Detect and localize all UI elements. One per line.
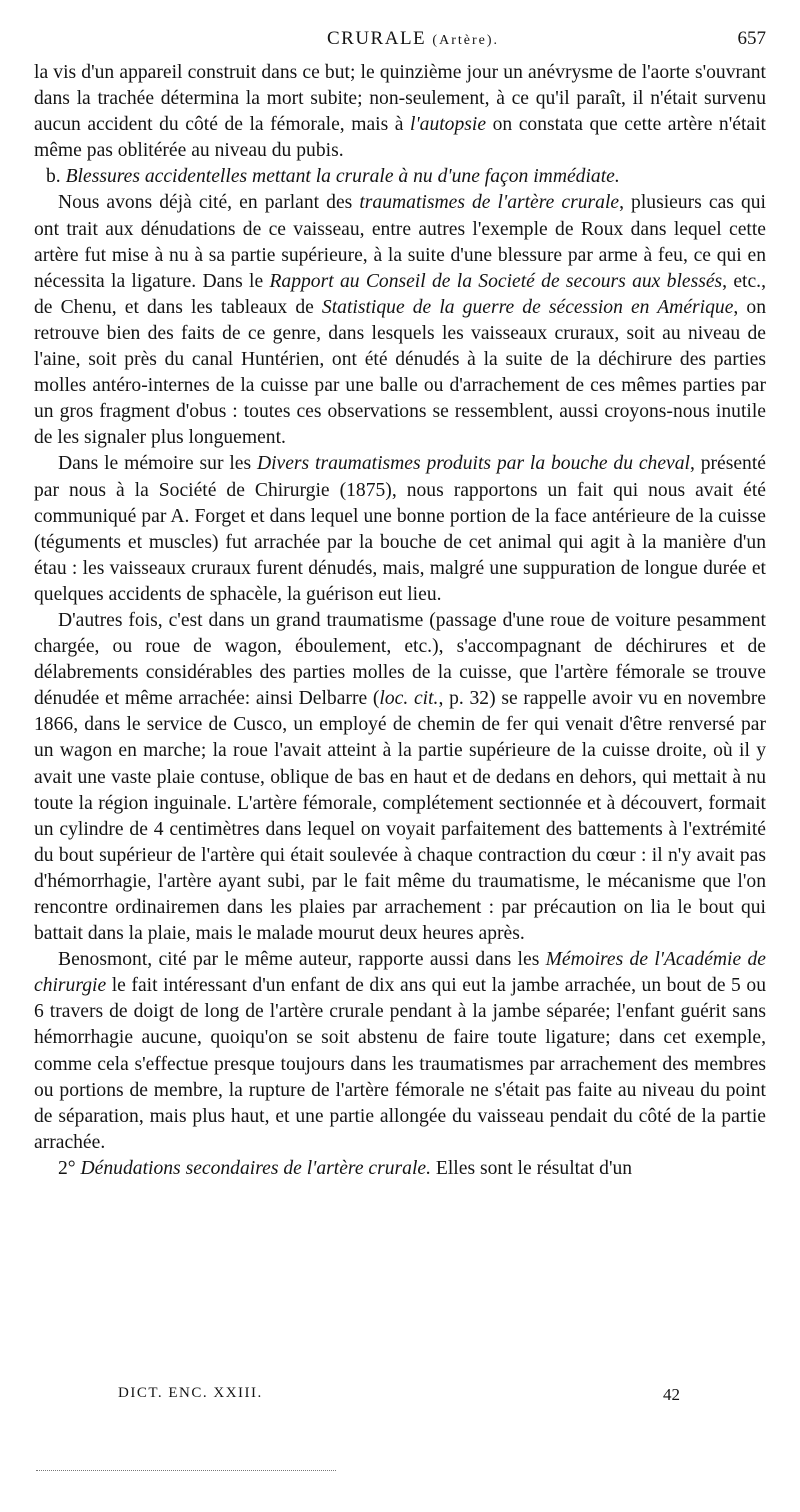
text-run: , on retrouve bien des faits de ce genre, dans lesquels les vaisseaux cruraux, soit au niveau de l'aine, soit près du canal Huntérien, ont été dénudés à la suite de la déchirure des parties molles antéro-internes de la cuisse par une balle ou d'arrachement de ces mêmes parties par un gros fragment d'obus : toutes ces observations se ressemblent, aussi croyons-nous inutile de les signaler plus longuement.: [34, 296, 766, 449]
running-title-subtitle: (Artère).: [432, 33, 499, 48]
dotted-rule: [36, 1470, 336, 1473]
running-title: [60, 28, 766, 50]
italic-text: loc. cit.: [379, 688, 439, 710]
signature-mark: DICT. ENC. XXIII.: [118, 1385, 263, 1401]
italic-text: Statistique de la guerre de sécession en Amérique: [321, 296, 734, 318]
italic-text: Rapport au Conseil de la Societé de secours aux blessés: [269, 270, 723, 292]
section-heading-2: [34, 1156, 766, 1182]
text-run: Elles sont le résultat d'un: [431, 1157, 633, 1179]
text-run: Nous avons déjà cité, en parlant des: [58, 192, 360, 214]
text-run: la vis d'un appareil construit dans ce but; le quinzième jour un anévrysme de l'aorte s'ouvrant dans la trachée détermina la mort subite; non-seulement, à ce qu'il paraît, il n'était survenu aucun accident du côté de la fémorale, mais à: [34, 62, 766, 136]
page-footer: [118, 1385, 680, 1411]
paragraph: [34, 451, 766, 608]
text-run: , présenté par nous à la Société de Chirurgie (1875), nous rapportons un fait qui nous avait été communiqué par A. Forget et dans lequel une bonne portion de la face antérieure de la cuisse (téguments et muscles) fut arrachée par la bouche de cet animal qui agit à la manière d'un étau : les vaisseaux cruraux furent dénudés, mais, malgré une suppuration de longue durée et quelques accidents de sphacèle, la guérison eut lieu.: [34, 453, 766, 605]
page-number: 657: [737, 28, 766, 49]
italic-text: Blessures accidentelles mettant la crurale à nu d'une façon immédiate.: [65, 166, 620, 188]
paragraph: [34, 190, 766, 451]
text-run: on constata que cette artère n'était même pas oblitérée au niveau du pubis.: [34, 114, 766, 162]
text-run: le fait intéressant d'un enfant de dix ans qui eut la jambe arrachée, un bout de 5 ou 6 travers de doigt de long de l'artère crurale pendant à la jambe séparée; l'enfant guérit sans hémorrhagie aucune, quoiqu'on se soit abstenu de faire toute ligature; dans cet exemple, comme cela s'effectue presque toujours dans les traumatismes par arrachement des membres ou portions de membre, la rupture de l'artère fémorale ne s'était pas faite au niveau du point de séparation, mais plus haut, et une partie allongée du vaisseau pendait du côté de la partie arrachée.: [34, 975, 766, 1153]
text-run: D'autres fois, c'est dans un grand traumatisme (passage d'une roue de voiture pesamment chargée, ou roue de wagon, éboulement, etc.), s'accompagnant de déchirures et de délabrements considérables des parties molles de la cuisse, que l'artère fémorale se trouve dénudée et même arrachée: ainsi Delbarre (: [34, 609, 766, 710]
paragraph: [34, 947, 766, 1156]
signature-number: 42: [663, 1385, 680, 1404]
text-run: Dans le mémoire sur les: [58, 453, 257, 475]
italic-text: traumatismes de l'artère crurale: [359, 192, 620, 214]
text-run: Benosmont, cité par le même auteur, rapporte aussi dans les: [58, 949, 546, 971]
section-heading-b: [34, 164, 766, 190]
running-title-main: CRURALE: [326, 28, 427, 49]
text-run: , plusieurs cas qui ont trait aux dénudations de ce vaisseau, entre autres l'exemple de Roux dans lequel cette artère fut mise à nu à sa partie supérieure, à la suite d'une blessure par arme à feu, ce qui en nécessita la ligature. Dans le: [34, 192, 766, 292]
page-header: [60, 28, 766, 58]
italic-text: Mémoires de l'Académie de chirurgie: [34, 949, 766, 997]
text-run: 2°: [58, 1157, 81, 1179]
text-run: , etc., de Chenu, et dans les tableaux de: [34, 270, 766, 318]
italic-text: Divers traumatismes produits par la bouche du cheval: [256, 453, 690, 475]
paragraph: [34, 608, 766, 947]
text-run: b.: [46, 166, 66, 188]
body-text: [34, 60, 766, 1182]
italic-text: l'autopsie: [410, 114, 487, 136]
italic-text: Dénudations secondaires de l'artère crurale.: [80, 1157, 431, 1179]
text-run: , p. 32) se rappelle avoir vu en novembre 1866, dans le service de Cusco, un employé de chemin de fer qui venait d'être renversé par un wagon en marche; la roue l'avait atteint à la partie supérieure de la cuisse droite, où il y avait une vaste plaie contuse, oblique de bas en haut et de dedans en dehors, qui mettait à nu toute la région inguinale. L'artère fémorale, complétement sectionnée et à découvert, formait un cylindre de 4 centimètres dans lequel on voyait parfaitement des battements à l'extrémité du bout supérieur de l'artère qui était soulevée à chaque contraction du cœur : il n'y avait pas d'hémorrhagie, l'artère ayant subi, par le fait même du traumatisme, le mécanisme que l'on rencontre ordinairemen dans les plaies par arrachement : par précaution on lia le bout qui battait dans la plaie, mais le malade mourut deux heures après.: [34, 688, 767, 945]
paragraph-continuation: [34, 60, 766, 164]
